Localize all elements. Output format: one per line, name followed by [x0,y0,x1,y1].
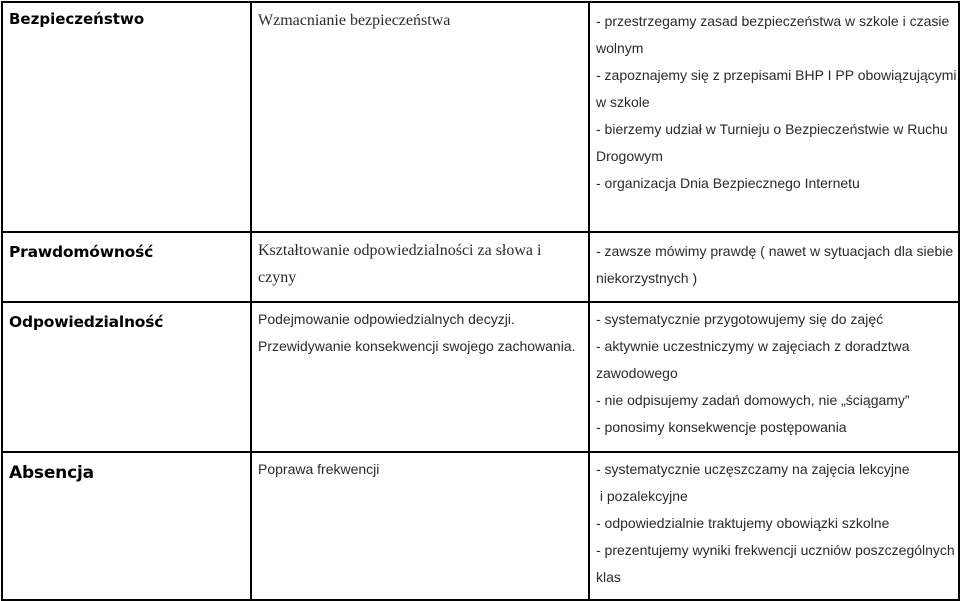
action-line: - zawsze mówimy prawdę ( nawet w sytuacjach dla siebie [596,243,954,259]
action-line: wolnym [596,40,644,56]
action-line: - nie odpisujemy zadań domowych, nie „ściągamy” [596,392,910,408]
heading-cell [2,2,251,232]
aim-line: Przewidywanie konsekwencji swojego zachowania. [258,338,576,354]
actions-cell [589,2,959,232]
action-line: Drogowym [596,148,663,164]
aim-text [252,233,588,291]
heading-cell [2,452,251,600]
actions-text [590,233,958,292]
aim-line: czyny [258,269,297,286]
actions-cell [589,302,959,452]
action-line: zawodowego [596,365,678,381]
heading-cell [2,232,251,302]
aim-line: Poprawa frekwencji [258,461,380,477]
values-table [1,1,960,601]
aim-text [252,303,588,360]
actions-cell [589,232,959,302]
aim-cell [251,232,589,302]
actions-text [590,453,958,591]
row-heading: Absencja [9,463,94,483]
action-line: - przestrzegamy zasad bezpieczeństwa w szkole i czasie [596,13,950,29]
table-row [2,302,959,452]
action-line: - prezentujemy wyniki frekwencji uczniów poszczególnych [596,542,955,558]
aim-cell [251,2,589,232]
action-line: - organizacja Dnia Bezpiecznego Internetu [596,175,860,191]
table-row [2,452,959,600]
action-line: niekorzystnych ) [596,270,698,286]
aim-line: Wzmacnianie bezpieczeństwa [258,12,451,29]
actions-text [590,3,958,197]
aim-text [252,3,588,34]
aim-cell [251,452,589,600]
action-line: - zapoznajemy się z przepisami BHP I PP obowiązującymi [596,67,957,83]
action-line: w szkole [596,94,650,110]
table-row [2,232,959,302]
action-line: klas [596,569,621,585]
actions-text [590,303,958,441]
action-line: - systematycznie przygotowujemy się do zajęć [596,311,884,327]
row-heading: Odpowiedzialność [9,313,164,331]
actions-cell [589,452,959,600]
heading-cell [2,302,251,452]
action-line: - aktywnie uczestniczymy w zajęciach z doradztwa [596,338,910,354]
aim-line: Kształtowanie odpowiedzialności za słowa i [258,242,542,259]
row-heading: Prawdomówność [9,243,154,261]
table-row [2,2,959,232]
action-line: - systematycznie uczęszczamy na zajęcia lekcyjne [596,461,910,477]
aim-text [252,453,588,483]
action-line: - odpowiedzialnie traktujemy obowiązki szkolne [596,515,890,531]
action-line: - ponosimy konsekwencje postępowania [596,419,847,435]
aim-line: Podejmowanie odpowiedzialnych decyzji. [258,311,515,327]
action-line: i pozalekcyjne [596,488,688,504]
action-line: - bierzemy udział w Turnieju o Bezpieczeństwie w Ruchu [596,121,948,137]
row-heading: Bezpieczeństwo [9,10,145,28]
aim-cell [251,302,589,452]
